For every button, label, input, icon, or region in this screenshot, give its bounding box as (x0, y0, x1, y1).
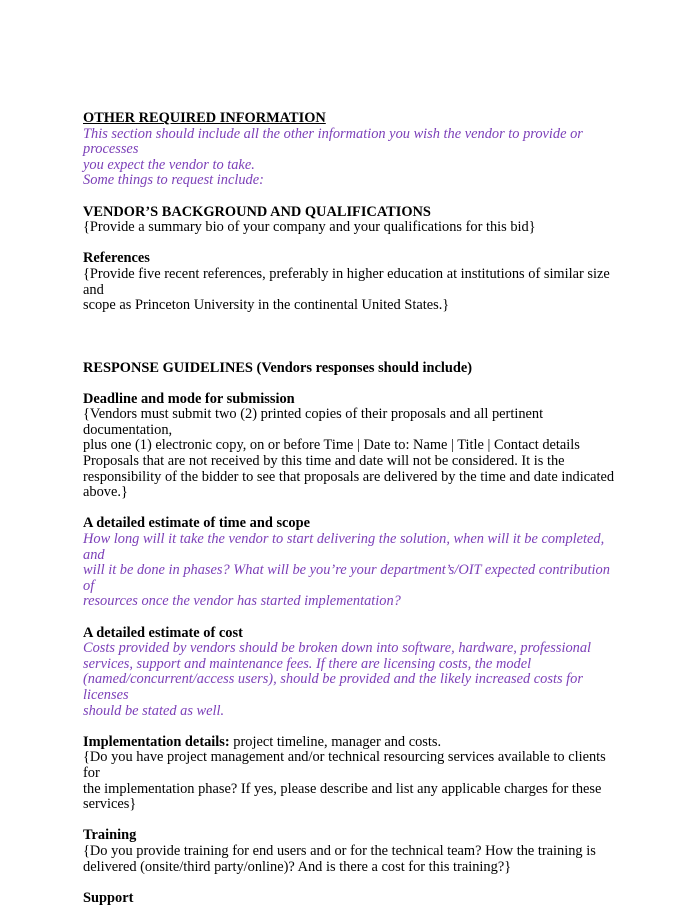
heading-vendor-background: VENDOR’S BACKGROUND AND QUALIFICATIONS (83, 203, 431, 220)
time-scope-text: resources once the vendor has started implementation? (83, 593, 401, 610)
cost-text: Costs provided by vendors should be broken down into software, hardware, professional (83, 640, 592, 657)
vendor-background-text: {Provide a summary bio of your company and your qualifications for this bid} (83, 219, 536, 236)
deadline-text: responsibility of the bidder to see that proposals are delivered by the time and date indicated (83, 468, 615, 485)
cost-text: should be stated as well. (83, 702, 225, 719)
document-page (83, 111, 623, 906)
training-text: delivered (onsite/third party/online)? And is there a cost for this training?} (83, 858, 512, 875)
heading-implementation: Implementation details: (83, 733, 230, 750)
deadline-text: plus one (1) electronic copy, on or before Time | Date to: Name | Title | Contact details (83, 437, 580, 454)
heading-training: Training (83, 827, 137, 844)
implementation-text: {Do you have project management and/or technical resourcing services available to clients for (83, 749, 606, 781)
deadline-text: {Vendors must submit two (2) printed copies of their proposals and all pertinent documentation, (83, 406, 544, 438)
implementation-heading-line (83, 735, 623, 751)
heading-support: Support (83, 889, 134, 906)
heading-references: References (83, 250, 150, 267)
cost-text: services, support and maintenance fees. If there are licensing costs, the model (83, 655, 532, 672)
time-scope-text: will it be done in phases? What will be you’re your department’s/OIT expected contribution of (83, 562, 610, 594)
heading-response-guidelines: RESPONSE GUIDELINES (Vendors responses should include) (83, 359, 473, 376)
heading-cost: A detailed estimate of cost (83, 624, 243, 641)
deadline-text: above.} (83, 484, 128, 501)
implementation-text: services} (83, 796, 137, 813)
references-text: scope as Princeton University in the continental United States.} (83, 297, 450, 314)
cost-text: (named/concurrent/access users), should be provided and the likely increased costs for licenses (83, 671, 583, 703)
instruction-line: This section should include all the other information you wish the vendor to provide or processes (83, 125, 583, 158)
training-text: {Do you provide training for end users and or for the technical team? How the training is (83, 842, 596, 859)
references-text: {Provide five recent references, preferably in higher education at institutions of similar size and (83, 265, 610, 298)
heading-other-required-information: OTHER REQUIRED INFORMATION (83, 110, 326, 126)
implementation-summary: project timeline, manager and costs. (229, 733, 442, 750)
heading-deadline: Deadline and mode for submission (83, 390, 295, 407)
heading-time-scope: A detailed estimate of time and scope (83, 515, 311, 532)
instruction-line: Some things to request include: (83, 172, 264, 189)
deadline-text: Proposals that are not received by this time and date will not be considered. It is the (83, 453, 565, 470)
time-scope-text: How long will it take the vendor to start delivering the solution, when will it be completed, and (83, 531, 605, 563)
implementation-text: the implementation phase? If yes, please describe and list any applicable charges for these (83, 780, 602, 797)
instruction-line: you expect the vendor to take. (83, 156, 255, 173)
